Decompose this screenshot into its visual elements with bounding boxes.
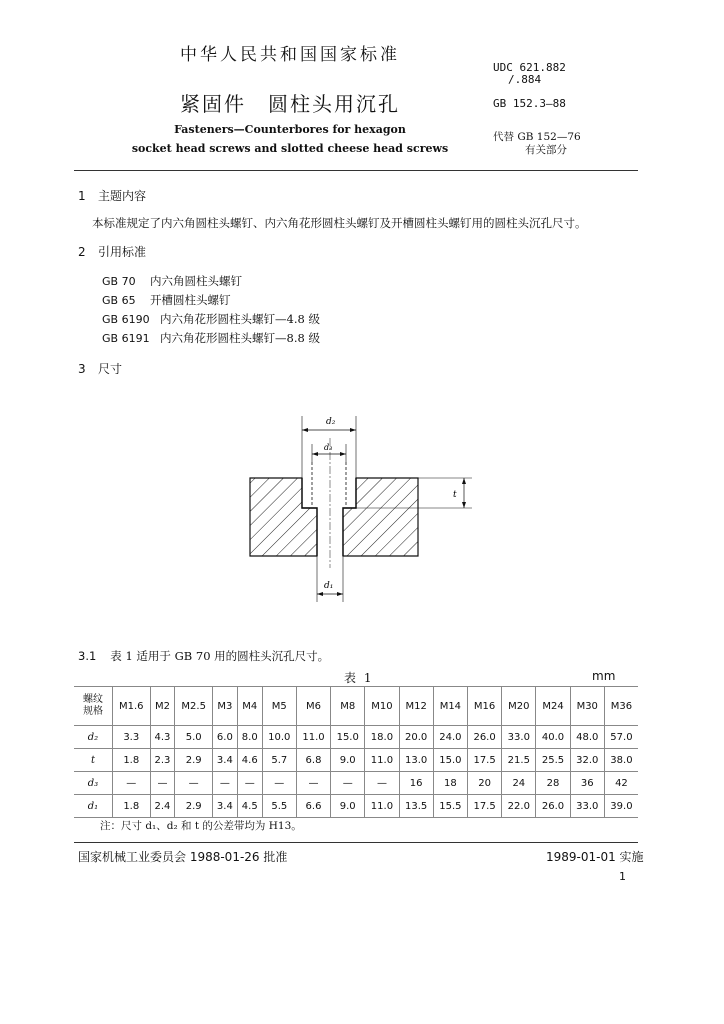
- header-label-line1: 螺纹: [83, 694, 103, 705]
- reference-code: GB 65: [102, 294, 136, 307]
- table-cell: 2.9: [175, 795, 213, 818]
- table-cell: 2.9: [175, 749, 213, 772]
- table-cell: —: [296, 772, 330, 795]
- thread-size-cell: M10: [365, 687, 399, 726]
- reference-item: [102, 273, 242, 289]
- table-cell: 36: [570, 772, 604, 795]
- thread-size-cell: M1.6: [113, 687, 151, 726]
- document-title-en-line2: socket head screws and slotted cheese head screws: [131, 142, 449, 155]
- table-cell: 15.0: [433, 749, 467, 772]
- table-cell: 16: [399, 772, 433, 795]
- counterbore-dimensions-table: [74, 686, 638, 818]
- table-cell: 39.0: [604, 795, 638, 818]
- counterbore-drawing: [240, 408, 480, 608]
- udc-code: UDC 621.882: [493, 61, 566, 74]
- reference-name: 内六角圆柱头螺钉: [150, 274, 242, 288]
- d1-label: d₁: [324, 581, 334, 591]
- t-label: t: [453, 490, 457, 500]
- thread-size-cell: M2: [150, 687, 175, 726]
- table-cell: 1.8: [113, 795, 151, 818]
- page-number: 1: [619, 870, 626, 883]
- table-cell: 33.0: [570, 795, 604, 818]
- thread-size-cell: M12: [399, 687, 433, 726]
- replaces-standard: 代替 GB 152—76: [493, 131, 581, 143]
- table-cell: —: [262, 772, 296, 795]
- table-cell: 6.8: [296, 749, 330, 772]
- table-cell: 48.0: [570, 726, 604, 749]
- udc-code-continued: /.884: [508, 73, 542, 86]
- section-2-heading: [78, 243, 146, 260]
- standard-title: 中华人民共和国国家标准: [180, 45, 400, 65]
- table-cell: —: [150, 772, 175, 795]
- table-cell: —: [212, 772, 237, 795]
- reference-item: [102, 292, 231, 308]
- section-1-heading: [78, 187, 146, 204]
- implementation-date: 1989-01-01 实施: [546, 850, 644, 864]
- table-caption: 表 1: [344, 671, 374, 685]
- table-cell: 13.0: [399, 749, 433, 772]
- thread-size-cell: M2.5: [175, 687, 213, 726]
- screw-head-hidden-lines: [312, 462, 346, 505]
- thread-size-cell: M24: [536, 687, 570, 726]
- table-row: [74, 749, 638, 772]
- table-row: [74, 795, 638, 818]
- table-cell: 10.0: [262, 726, 296, 749]
- thread-size-cell: M14: [433, 687, 467, 726]
- table-cell: 32.0: [570, 749, 604, 772]
- section-number: 3: [78, 362, 86, 376]
- table-cell: 33.0: [502, 726, 536, 749]
- table-cell: 3.4: [212, 749, 237, 772]
- table-cell: —: [331, 772, 365, 795]
- table-note: 注：尺寸 d₁、d₂ 和 t 的公差带均为 H13。: [100, 820, 302, 832]
- section-1-text: 本标准规定了内六角圆柱头螺钉、内六角花形圆柱头螺钉及开槽圆柱头螺钉用的圆柱头沉孔尺寸。: [92, 216, 587, 230]
- document-title-cn: 紧固件 圆柱头用沉孔: [180, 92, 400, 116]
- reference-item: [102, 330, 320, 346]
- thread-size-cell: M5: [262, 687, 296, 726]
- reference-name: 内六角花形圆柱头螺钉—4.8 级: [160, 312, 320, 326]
- table-unit: mm: [592, 669, 616, 683]
- table-cell: 11.0: [296, 726, 330, 749]
- table-cell: 24.0: [433, 726, 467, 749]
- thread-size-cell: M3: [212, 687, 237, 726]
- table-cell: 13.5: [399, 795, 433, 818]
- table-row: [74, 772, 638, 795]
- table-cell: 4.5: [237, 795, 262, 818]
- table-cell: 21.5: [502, 749, 536, 772]
- section-title: 尺寸: [98, 362, 123, 376]
- table-cell: —: [365, 772, 399, 795]
- thread-size-cell: M36: [604, 687, 638, 726]
- footer-divider: [74, 842, 638, 843]
- table-cell: 15.5: [433, 795, 467, 818]
- subsection-text: 表 1 适用于 GB 70 用的圆柱头沉孔尺寸。: [110, 649, 330, 663]
- section-title: 主题内容: [98, 189, 147, 203]
- d3-label: d₃: [324, 443, 333, 452]
- table-cell: 9.0: [331, 749, 365, 772]
- table-cell: 8.0: [237, 726, 262, 749]
- row-label: d₁: [74, 795, 113, 818]
- table-cell: 18.0: [365, 726, 399, 749]
- table-cell: 3.4: [212, 795, 237, 818]
- table-cell: 25.5: [536, 749, 570, 772]
- table-cell: 17.5: [467, 795, 501, 818]
- table-cell: 57.0: [604, 726, 638, 749]
- reference-name: 开槽圆柱头螺钉: [150, 293, 231, 307]
- table-cell: 6.0: [212, 726, 237, 749]
- table-cell: 2.4: [150, 795, 175, 818]
- thread-size-header: [74, 687, 113, 726]
- table-cell: 1.8: [113, 749, 151, 772]
- reference-code: GB 6190: [102, 313, 150, 326]
- table-cell: 17.5: [467, 749, 501, 772]
- d2-label: d₂: [326, 417, 336, 427]
- section-3-heading: [78, 360, 122, 377]
- section-number: 2: [78, 245, 86, 259]
- row-label: d₂: [74, 726, 113, 749]
- table-header-row: [74, 687, 638, 726]
- thread-size-cell: M30: [570, 687, 604, 726]
- thread-size-cell: M20: [502, 687, 536, 726]
- table-cell: 4.3: [150, 726, 175, 749]
- table-cell: 24: [502, 772, 536, 795]
- table-cell: —: [175, 772, 213, 795]
- table-cell: 9.0: [331, 795, 365, 818]
- table-cell: —: [237, 772, 262, 795]
- replaces-standard-scope: 有关部分: [525, 144, 567, 156]
- approval-info: 国家机械工业委员会 1988-01-26 批准: [78, 850, 288, 864]
- reference-code: GB 70: [102, 275, 136, 288]
- table-cell: 3.3: [113, 726, 151, 749]
- thread-size-cell: M8: [331, 687, 365, 726]
- reference-code: GB 6191: [102, 332, 150, 345]
- table-cell: 28: [536, 772, 570, 795]
- row-label: t: [74, 749, 113, 772]
- table-cell: 5.5: [262, 795, 296, 818]
- table-cell: 4.6: [237, 749, 262, 772]
- table-cell: 22.0: [502, 795, 536, 818]
- table-cell: 6.6: [296, 795, 330, 818]
- table-cell: 26.0: [467, 726, 501, 749]
- table-cell: —: [113, 772, 151, 795]
- table-cell: 2.3: [150, 749, 175, 772]
- hatched-section-left: [250, 478, 317, 556]
- reference-name: 内六角花形圆柱头螺钉—8.8 级: [160, 331, 320, 345]
- table-cell: 18: [433, 772, 467, 795]
- reference-item: [102, 311, 320, 327]
- table-cell: 15.0: [331, 726, 365, 749]
- table-cell: 20: [467, 772, 501, 795]
- table-cell: 11.0: [365, 795, 399, 818]
- subsection-3-1: [78, 648, 329, 664]
- subsection-number: 3.1: [78, 649, 97, 663]
- header-label-line2: 规格: [83, 706, 103, 717]
- table-cell: 26.0: [536, 795, 570, 818]
- gb-number: GB 152.3—88: [493, 97, 566, 110]
- section-number: 1: [78, 189, 86, 203]
- row-label: d₃: [74, 772, 113, 795]
- table-cell: 20.0: [399, 726, 433, 749]
- header-divider: [74, 170, 638, 171]
- hatched-section-right: [343, 478, 418, 556]
- table-cell: 42: [604, 772, 638, 795]
- table-cell: 40.0: [536, 726, 570, 749]
- thread-size-cell: M6: [296, 687, 330, 726]
- table-cell: 5.7: [262, 749, 296, 772]
- table-cell: 38.0: [604, 749, 638, 772]
- thread-size-cell: M4: [237, 687, 262, 726]
- thread-size-cell: M16: [467, 687, 501, 726]
- table-row: [74, 726, 638, 749]
- document-title-en-line1: Fasteners—Counterbores for hexagon: [174, 123, 406, 136]
- table-cell: 11.0: [365, 749, 399, 772]
- table-cell: 5.0: [175, 726, 213, 749]
- section-title: 引用标准: [98, 245, 147, 259]
